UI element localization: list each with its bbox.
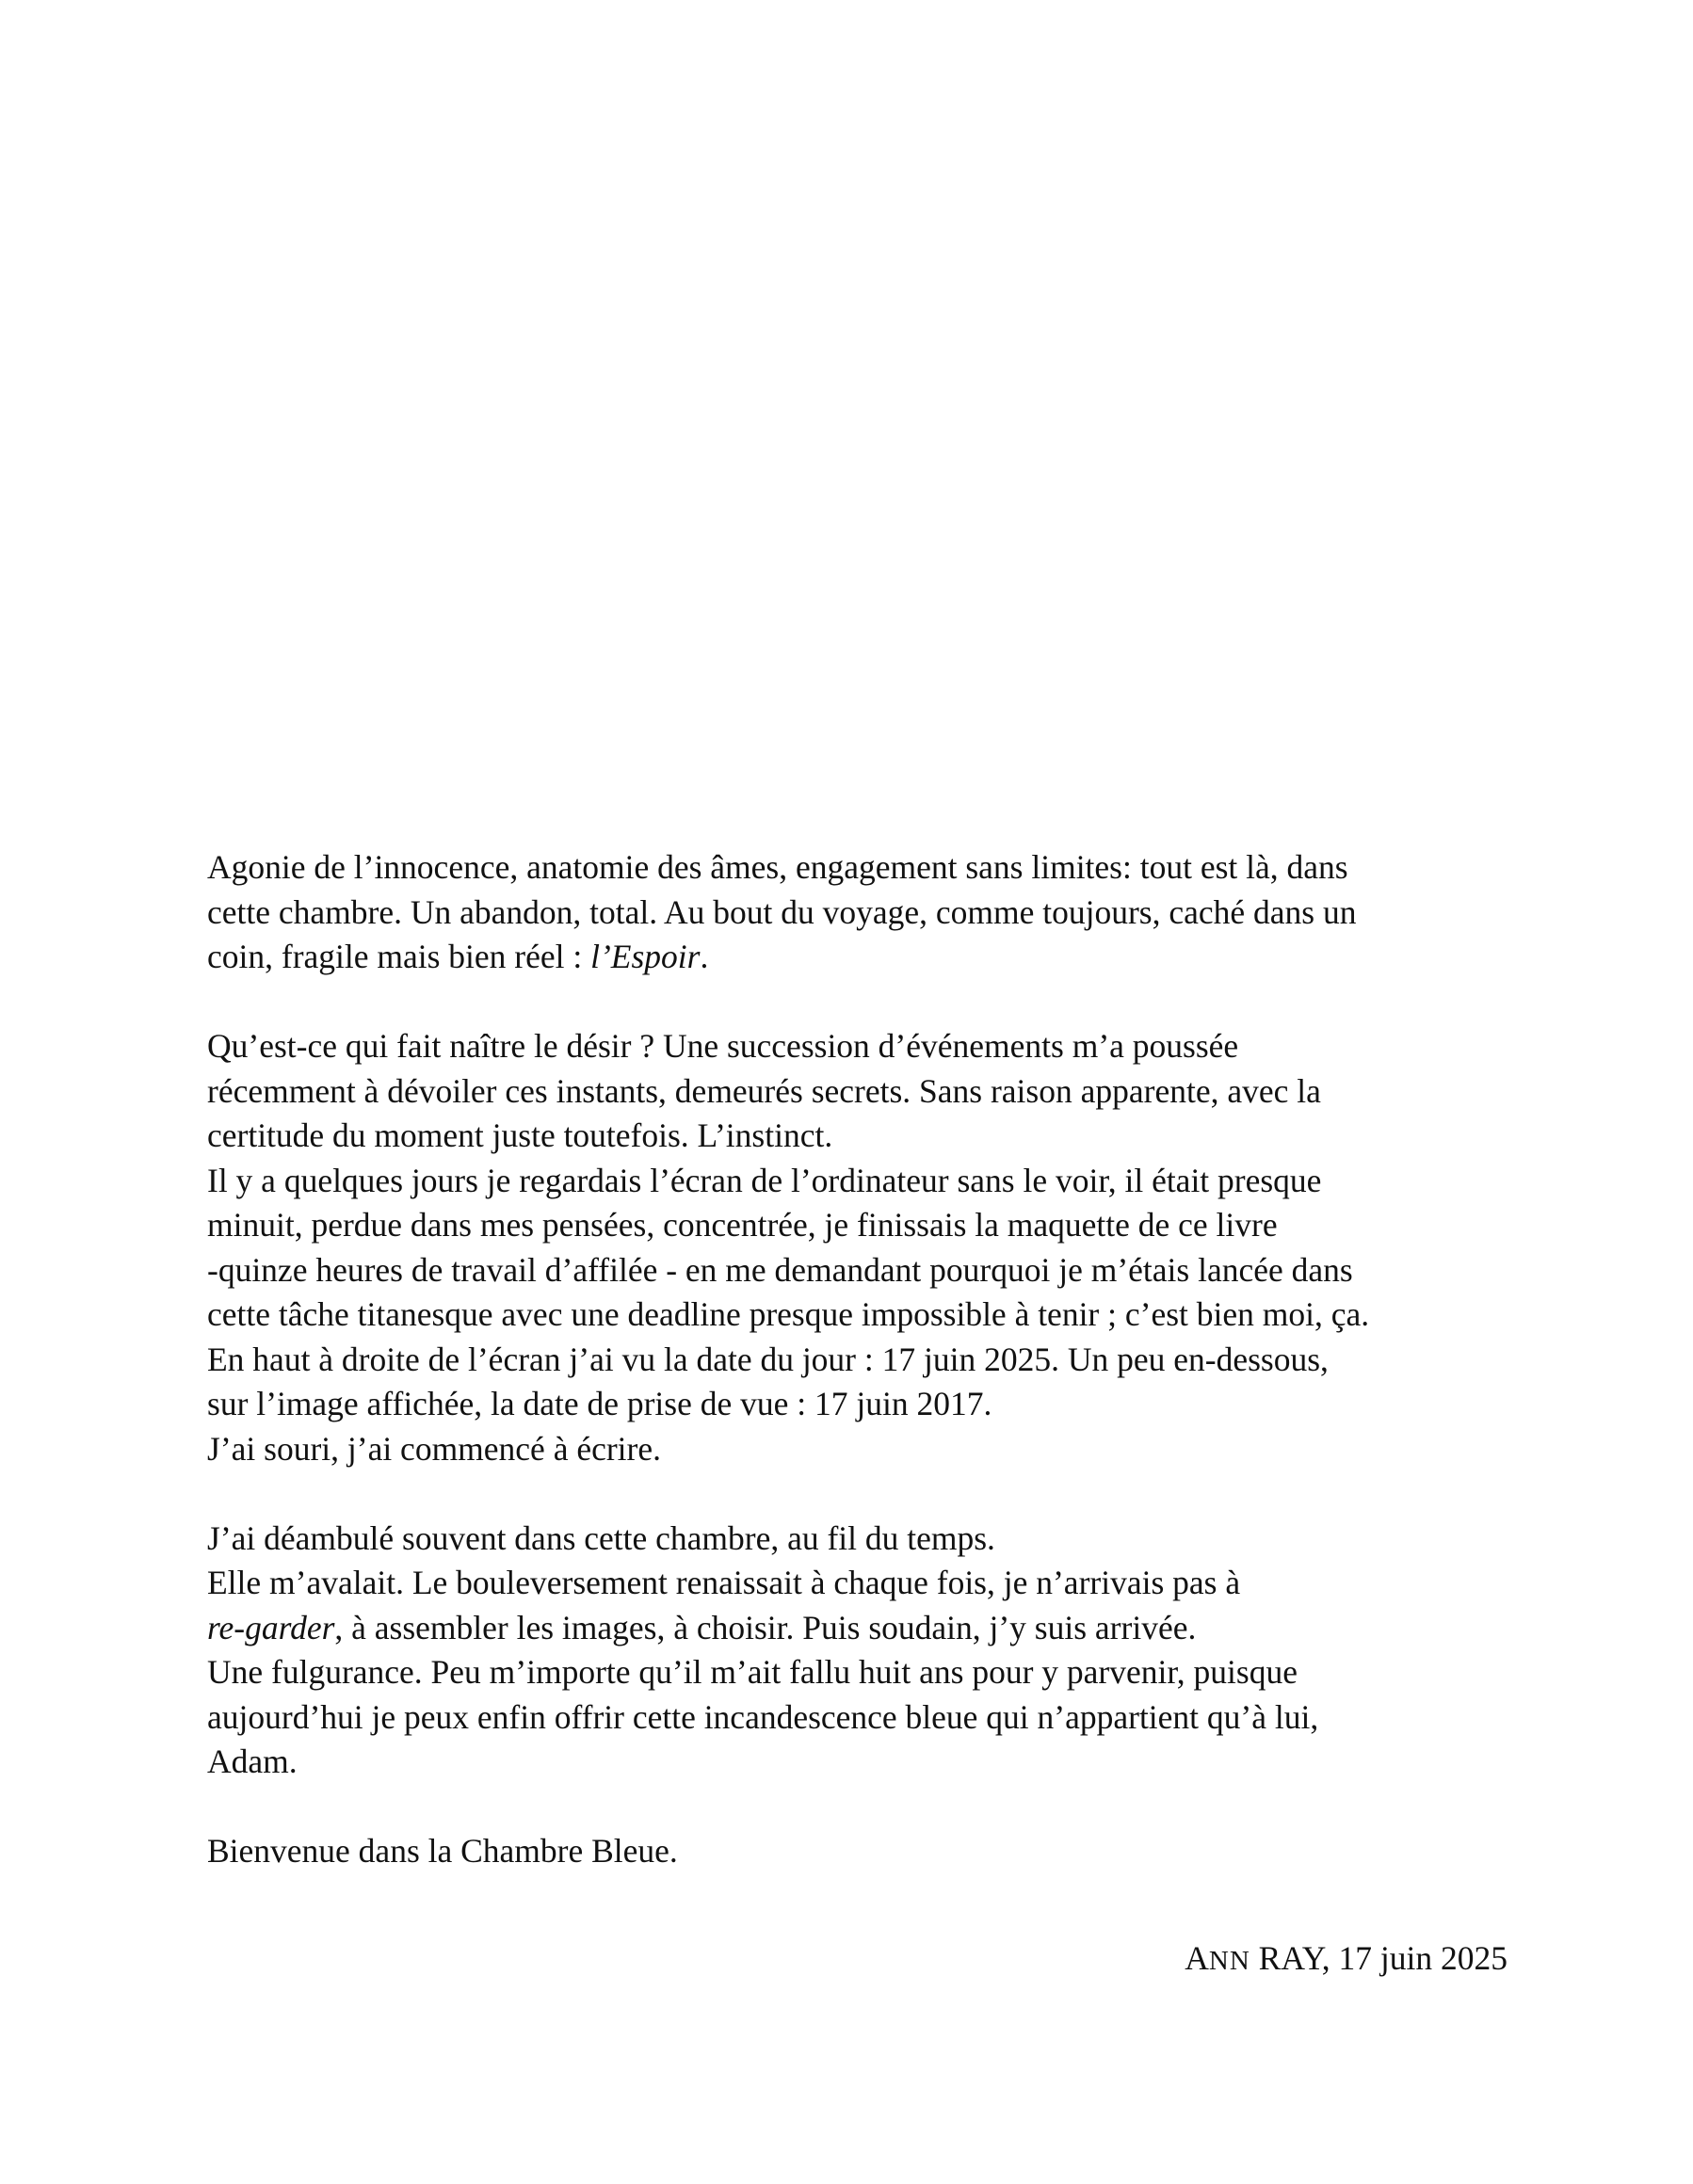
preface-text (207, 845, 1563, 1874)
author-firstname-smallcaps: NN (1208, 1946, 1250, 1976)
paragraph-line: certitude du moment juste toutefois. L’instinct. (207, 1116, 833, 1154)
paragraph-gap (207, 1471, 1563, 1517)
paragraph-line: J’ai déambulé souvent dans cette chambre, au fil du temps. (207, 1518, 995, 1557)
paragraph-line: Agonie de l’innocence, anatomie des âmes, engagement sans limites: tout est là, dans (207, 848, 1348, 886)
paragraph-line: Elle m’avalait. Le bouleversement renaissait à chaque fois, je n’arrivais pas à (207, 1564, 1241, 1601)
paragraph-line (207, 1606, 1563, 1651)
re-garder-emphasis: re-garder (207, 1608, 335, 1646)
hope-emphasis: l’Espoir (590, 938, 701, 975)
paragraph-line: cette chambre. Un abandon, total. Au bout du voyage, comme toujours, caché dans un (207, 892, 1357, 931)
paragraph-gap (207, 980, 1563, 1025)
line-text: coin, fragile mais bien réel : (207, 938, 591, 975)
paragraph-line: -quinze heures de travail d’affilée - en me demandant pourquoi je m’étais lancée dans (207, 1250, 1353, 1289)
paragraph-1 (207, 845, 1563, 980)
author-initial: A (1185, 1939, 1209, 1977)
line-text: . (700, 938, 709, 975)
paragraph-line: récemment à dévoiler ces instants, demeurés secrets. Sans raison apparente, avec la (207, 1071, 1321, 1110)
paragraph-4 (207, 1829, 1563, 1874)
line-text: , à assembler les images, à choisir. Puis soudain, j’y suis arrivée. (334, 1608, 1197, 1646)
paragraph-line: aujourd’hui je peux enfin offrir cette incandescence bleue qui n’appartient qu’à lui, (207, 1697, 1319, 1736)
paragraph-line: Il y a quelques jours je regardais l’écran de l’ordinateur sans le voir, il était presque (207, 1161, 1322, 1199)
paragraph-line: Qu’est-ce qui fait naître le désir ? Une succession d’événements m’a poussée (207, 1027, 1239, 1065)
author-name-date: RAY, 17 juin 2025 (1250, 1939, 1508, 1977)
paragraph-line (207, 935, 1563, 980)
paragraph-line: sur l’image affichée, la date de prise de vue : 17 juin 2017. (207, 1385, 992, 1422)
paragraph-line: En haut à droite de l’écran j’ai vu la date du jour : 17 juin 2025. Un peu en-dessous, (207, 1340, 1329, 1378)
paragraph-line: minuit, perdue dans mes pensées, concentrée, je finissais la maquette de ce livre (207, 1206, 1278, 1244)
paragraph-line: cette tâche titanesque avec une deadline presque impossible à tenir ; c’est bien moi, ça. (207, 1295, 1370, 1333)
signature (1185, 1936, 1508, 1984)
paragraph-2 (207, 1024, 1563, 1471)
paragraph-line: Adam. (207, 1742, 298, 1780)
paragraph-line: Une fulgurance. Peu m’importe qu’il m’ait fallu huit ans pour y parvenir, puisque (207, 1653, 1298, 1691)
paragraph-line: Bienvenue dans la Chambre Bleue. (207, 1832, 678, 1870)
paragraph-gap (207, 1785, 1563, 1830)
paragraph-line: J’ai souri, j’ai commencé à écrire. (207, 1429, 661, 1468)
paragraph-3 (207, 1517, 1563, 1785)
